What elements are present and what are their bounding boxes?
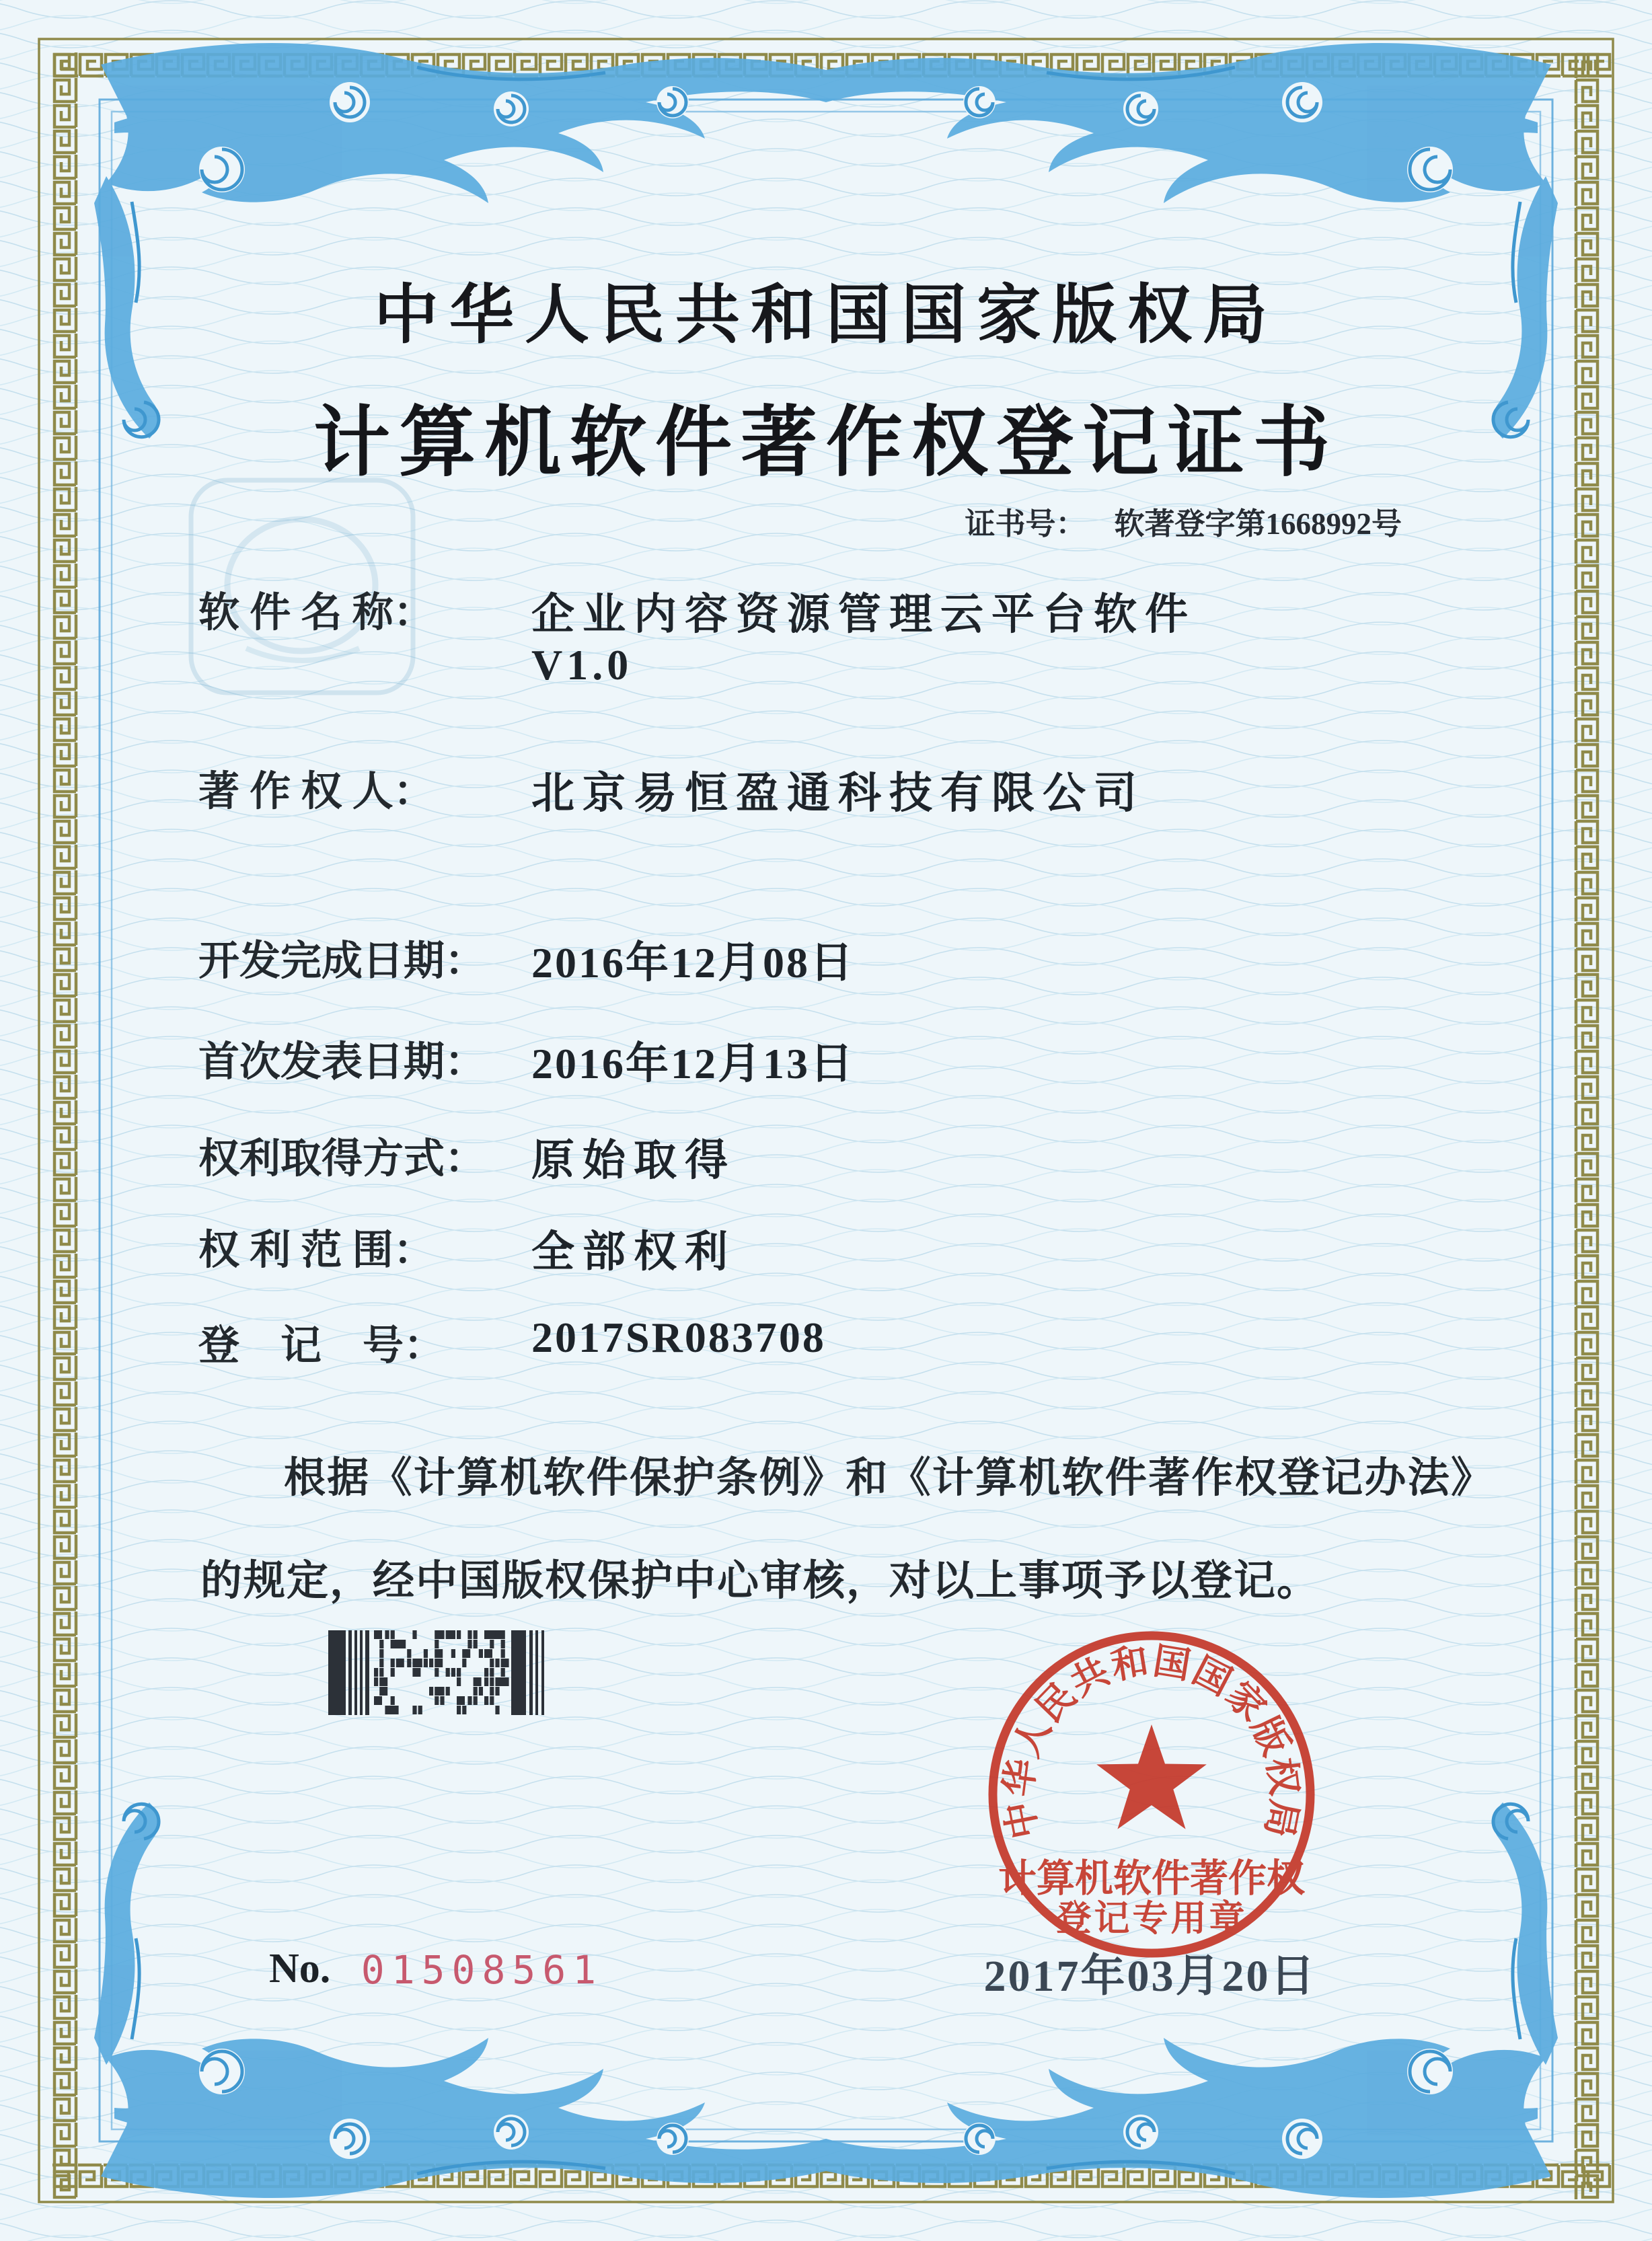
field-software-name [198, 580, 1517, 642]
field-first-publication-date [198, 1029, 1517, 1091]
field-value: 企业内容资源管理云平台软件 [531, 591, 1196, 638]
field-label: 软 件 名 称： [198, 591, 435, 636]
field-label: 首次发表日期： [198, 1040, 486, 1085]
serial-number-value: 01508561 [361, 1947, 603, 1993]
issuing-authority-title: 中华人民共和国国家版权局 [374, 279, 1278, 351]
field-value: 2017SR083708 [531, 1314, 826, 1361]
field-value: 全部权利 [531, 1228, 736, 1276]
field-label: 开发完成日期： [198, 939, 486, 984]
serial-number-label: No. [269, 1946, 331, 1991]
field-label: 登 记 号： [198, 1324, 445, 1369]
issue-date: 2017年03月20日 [983, 1952, 1317, 2001]
certificate-title: 计算机软件著作权登记证书 [313, 400, 1339, 486]
field-value: 原始取得 [531, 1137, 736, 1184]
software-version: V1.0 [531, 641, 633, 689]
seal-ring-text: 中华人民共和国国家版权局 [998, 1640, 1306, 1842]
field-label: 权 利 范 围： [198, 1228, 435, 1273]
field-rights-scope [198, 1217, 1517, 1279]
field-value: 2016年12月13日 [531, 1040, 855, 1088]
field-value: 2016年12月08日 [531, 939, 855, 987]
certificate-number-value: 软著登字第1668992号 [1114, 507, 1402, 541]
serial-number-line [269, 1945, 603, 1993]
field-label: 著 作 权 人： [198, 769, 435, 814]
field-completion-date [198, 928, 1517, 990]
field-rights-acquisition [198, 1126, 1517, 1188]
field-registration-number [198, 1313, 1517, 1371]
field-label: 权利取得方式： [198, 1137, 486, 1182]
certificate-number-line [965, 499, 1402, 543]
registration-statement: 根据《计算机软件保护条例》和《计算机软件著作权登记办法》的规定，经中国版权保护中心审核，对以上事项予以登记。 [200, 1455, 1473, 1604]
field-copyright-owner [198, 759, 1517, 821]
official-seal [977, 1620, 1326, 1969]
seal-line1: 计算机软件著作权 [998, 1858, 1305, 1900]
seal-line2: 登记专用章 [1055, 1899, 1248, 1938]
barcode [328, 1630, 560, 1715]
seal-star-icon [1096, 1724, 1207, 1829]
certificate-number-label: 证书号： [965, 507, 1086, 541]
field-value: 北京易恒盈通科技有限公司 [531, 769, 1145, 817]
